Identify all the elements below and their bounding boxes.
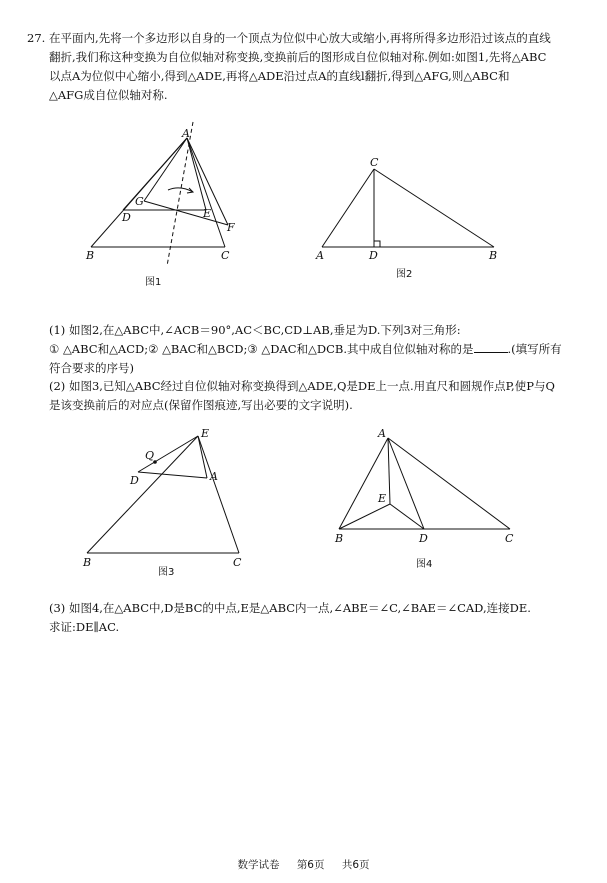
fig4-caption: 图4 — [416, 559, 433, 570]
fig1-axis-l — [167, 122, 193, 266]
fig4-label-e: E — [378, 492, 387, 505]
fig3-label-q: Q — [145, 449, 155, 462]
fig4-segment-ae — [388, 438, 390, 504]
fig1-label-e: E — [203, 207, 212, 220]
part1-line-2-tail: .(填写所有 — [507, 342, 562, 356]
fig1-side-ad — [123, 138, 187, 210]
part1-line-2 — [49, 340, 562, 359]
fig4-side-ab — [339, 438, 388, 529]
part2-line-1: (2) 如图3,已知△ABC经过自位似轴对称变换得到△ADE,Q是DE上一点.用直尺和圆规作点P,使P与Q — [49, 379, 555, 393]
fig1-caption: 图1 — [145, 277, 162, 288]
part1-line-1: (1) 如图2,在△ABC中,∠ACB＝90°,AC＜BC,CD⊥AB,垂足为D.下列3对三角形: — [49, 323, 461, 337]
fig3-label-d: D — [130, 474, 139, 487]
fig4-segment-be — [339, 504, 390, 529]
footer-total: 共6页 — [341, 859, 370, 871]
part1-line-3: 符合要求的序号) — [49, 361, 134, 375]
intro-line-3: 以点A为位似中心缩小,得到△ADE,再将△ADE沿过点A的直线l翻折,得到△AFG,则△ABC和 — [49, 69, 510, 83]
fig1-side-ae — [187, 138, 206, 210]
fig4-label-c: C — [505, 532, 514, 545]
fig2-label-b: B — [489, 249, 498, 262]
fig1-label-d: D — [122, 211, 131, 224]
answer-blank[interactable] — [474, 341, 508, 353]
fig3-label-a: A — [210, 470, 218, 483]
fig3-side-da — [138, 472, 207, 478]
intro-line-1: 在平面内,先将一个多边形以自身的一个顶点为位似中心放大或缩小,再将所得多边形沿过该点的直线 — [49, 31, 551, 45]
intro-line-4: △AFG成自位似轴对称. — [49, 88, 168, 102]
fig3-label-e: E — [201, 427, 210, 440]
part2-line-2: 是该变换前后的对应点(保留作图痕迹,写出必要的文字说明). — [49, 398, 353, 412]
fig2-side-bc — [374, 169, 494, 247]
part3-line-2: 求证:DE∥AC. — [49, 620, 120, 634]
fig3-side-ec — [198, 436, 239, 553]
intro-line-2: 翻折,我们称这种变换为自位似轴对称变换,变换前后的图形成自位似轴对称.例如:如图1,先将△ABC — [49, 50, 547, 64]
part3-line-1: (3) 如图4,在△ABC中,D是BC的中点,E是△ABC内一点,∠ABE＝∠C,∠BAE＝∠CAD,连接DE. — [49, 601, 531, 615]
footer-subject: 数学试卷 — [237, 859, 280, 871]
fig4-label-b: B — [335, 532, 344, 545]
question-number: 27. — [27, 31, 46, 45]
part1-line-2-text: ① △ABC和△ACD;② △BAC和△BCD;③ △DAC和△DCB.其中成自位似轴对称的是 — [49, 342, 474, 356]
fig3-caption: 图3 — [158, 567, 175, 578]
fig2-caption: 图2 — [396, 269, 413, 280]
fig4-label-a: A — [378, 427, 386, 440]
fig2-label-d: D — [369, 249, 378, 262]
footer-page: 第6页 — [296, 859, 325, 871]
fig2-label-a: A — [316, 249, 324, 262]
fig2-right-angle-mark — [374, 241, 380, 247]
fig2-label-c: C — [370, 156, 379, 169]
fig3-label-b: B — [83, 556, 92, 569]
fig1-label-a: A — [182, 127, 190, 140]
fig3-side-eb — [87, 436, 198, 553]
fig1-label-c: C — [221, 249, 230, 262]
fig1-label-f: F — [227, 221, 235, 234]
page-footer — [0, 857, 607, 872]
fig4-label-d: D — [419, 532, 428, 545]
fig2-side-ac — [322, 169, 374, 247]
fig1-label-g: G — [135, 195, 144, 208]
fig1-side-gf — [144, 201, 228, 225]
fig3-label-c: C — [233, 556, 242, 569]
fig1-label-b: B — [86, 249, 95, 262]
